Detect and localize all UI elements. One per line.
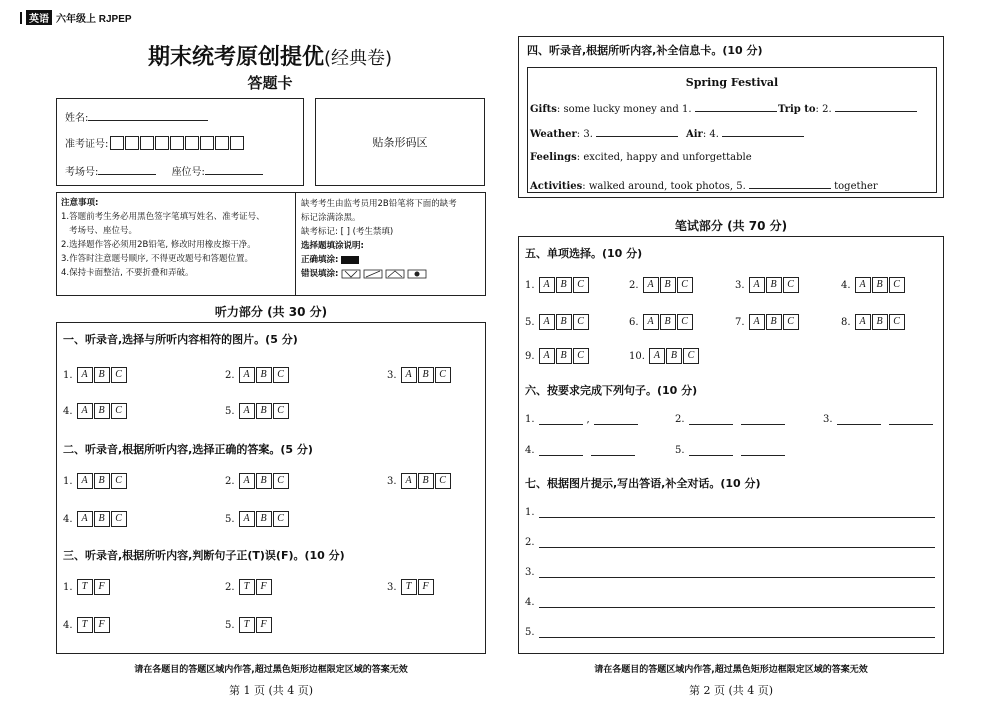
sec1-q1: 1. A B C [63,367,128,383]
sec6-q3: 3. [823,414,933,425]
sec1-q5: 5. A B C [225,403,290,419]
blank-1[interactable] [695,101,777,112]
sec6-q2: 2. [675,414,785,425]
sec7-title: 七、根据图片提示,写出答语,补全对话。(10 分) [525,477,761,490]
sec4-box [518,36,944,198]
sec1-q2: 2. A B C [225,367,290,383]
sec6-q5: 5. [675,445,785,456]
answer-options[interactable]: A B C [539,314,590,330]
exam-no-boxes[interactable] [110,136,245,150]
subject-badge: 英语 [26,10,52,25]
sec5-q10: 10. A B C [629,348,700,364]
answer-options[interactable]: A B C [77,511,128,527]
absent-mark[interactable]: 缺考标记: [ ] (考生禁填) [301,227,394,237]
sec3-q1: 1. T F [63,579,111,595]
answer-options[interactable]: A B C [77,403,128,419]
sec2-q2: 2. A B C [225,473,290,489]
answer-options[interactable]: A B C [239,511,290,527]
answer-options[interactable]: A B C [643,314,694,330]
sec5-q4: 4. A B C [841,277,906,293]
barcode-area: 贴条形码区 [315,98,485,186]
answer-line[interactable] [539,597,935,608]
card-title: Spring Festival [685,76,779,89]
wrong-fill-samples [341,269,431,279]
blank-2[interactable] [835,101,917,112]
activities-row: Activities: walked around, took photos, 5. together [530,178,878,192]
sec4-title: 四、听录音,根据所听内容,补全信息卡。(10 分) [527,44,763,57]
answer-options[interactable]: T F [239,617,273,633]
answer-options[interactable]: A B C [401,367,452,383]
sec5-q3: 3. A B C [735,277,800,293]
answer-options[interactable]: A B C [855,277,906,293]
answer-options[interactable]: A B C [77,367,128,383]
sec1-title: 一、听录音,选择与所听内容相符的图片。(5 分) [63,333,298,346]
sec5-title: 五、单项选择。(10 分) [525,247,643,260]
air-row: Air: 4. [686,126,804,140]
answer-blank[interactable] [741,445,785,456]
feelings-row: Feelings: excited, happy and unforgettable [530,152,752,163]
name-field[interactable] [88,110,208,121]
answer-options[interactable]: A B C [539,348,590,364]
listening-box [56,322,486,654]
answer-options[interactable]: A B C [643,277,694,293]
answer-options[interactable]: A B C [749,277,800,293]
notes-list: 注意事项: 1.答题前考生务必用黑色签字笔填写姓名、准考证号、 考场号、座位号。 2.选择题作答必须用2B铅笔, 修改时用橡皮擦干净。 3.作答时注意题号顺序, 不得更改题号和答题位置。 4.保持卡面整洁, 不要折叠和弄破。 [61,198,265,278]
writing-title: 笔试部分 (共 70 分) [674,219,788,233]
sec2-title: 二、听录音,根据所听内容,选择正确的答案。(5 分) [63,443,313,456]
answer-options[interactable]: T F [239,579,273,595]
sec2-q1: 1. A B C [63,473,128,489]
answer-options[interactable]: A B C [749,314,800,330]
page-number-left: 第 1 页 (共 4 页) [228,684,314,697]
header [20,10,132,25]
answer-line[interactable] [539,507,935,518]
sec5-q1: 1. A B C [525,277,590,293]
sec5-q6: 6. A B C [629,314,694,330]
answer-options[interactable]: A B C [239,473,290,489]
sec2-q3: 3. A B C [387,473,452,489]
exam-no-row: 准考证号: [65,135,245,150]
seat-field[interactable] [205,164,263,175]
answer-blank[interactable] [889,414,933,425]
answer-blank[interactable] [689,445,733,456]
sec3-q4: 4. T F [63,617,111,633]
sec5-q8: 8. A B C [841,314,906,330]
footer-warning-left: 请在各题目的答题区域内作答,超过黑色矩形边框限定区域的答案无效 [134,665,408,675]
answer-options[interactable]: A B C [239,367,290,383]
answer-blank[interactable] [837,414,881,425]
sec1-q4: 4. A B C [63,403,128,419]
answer-line[interactable] [539,627,935,638]
sec3-title: 三、听录音,根据所听内容,判断句子正(T)误(F)。(10 分) [63,549,345,562]
grade-label: 六年级上 RJPEP [56,14,132,25]
sec6-title: 六、按要求完成下列句子。(10 分) [525,384,698,397]
blank-3[interactable] [596,126,678,137]
listening-title: 听力部分 (共 30 分) [214,305,328,319]
sec7-line-1: 1. [525,507,935,518]
answer-options[interactable]: A B C [855,314,906,330]
answer-options[interactable]: A B C [239,403,290,419]
page-title: 期末统考原创提优(经典卷) [147,45,393,70]
answer-options[interactable]: A B C [77,473,128,489]
answer-blank[interactable] [689,414,733,425]
sec7-line-4: 4. [525,597,935,608]
room-field[interactable] [98,164,156,175]
answer-options[interactable]: T F [77,579,111,595]
answer-line[interactable] [539,567,935,578]
answer-line[interactable] [539,537,935,548]
notes-box [56,192,486,296]
absent-instructions: 缺考考生由监考员用2B铅笔将下面的缺考 标记涂满涂黑。 缺考标记: [ ] (考生禁填) 选择题填涂说明: 正确填涂: 错误填涂: [301,197,483,281]
blank-4[interactable] [722,126,804,137]
page-subtitle: 答题卡 [247,74,293,92]
sec6-q4: 4. [525,445,635,456]
correct-fill-sample [341,256,359,264]
weather-row: Weather: 3. [530,126,678,140]
answer-options[interactable]: A B C [401,473,452,489]
info-card [527,67,937,193]
writing-box [518,236,944,654]
sec5-q2: 2. A B C [629,277,694,293]
page-number-right: 第 2 页 (共 4 页) [688,684,774,697]
sec1-q3: 3. A B C [387,367,452,383]
sec6-q1: 1. , [525,414,638,425]
sec3-q3: 3. T F [387,579,435,595]
room-seat-row: 考场号: 座位号: [65,163,263,178]
answer-options[interactable]: A B C [649,348,700,364]
sec5-q7: 7. A B C [735,314,800,330]
answer-blank[interactable] [591,445,635,456]
sec5-q9: 9. A B C [525,348,590,364]
answer-blank[interactable] [594,414,638,425]
answer-blank[interactable] [539,445,583,456]
sec3-q5: 5. T F [225,617,273,633]
answer-blank[interactable] [741,414,785,425]
sec7-line-5: 5. [525,627,935,638]
sec2-q5: 5. A B C [225,511,290,527]
footer-warning-right: 请在各题目的答题区域内作答,超过黑色矩形边框限定区域的答案无效 [594,665,868,675]
sec3-q2: 2. T F [225,579,273,595]
trip-row: Trip to: 2. [778,101,917,115]
answer-blank[interactable] [539,414,583,425]
sec7-line-2: 2. [525,537,935,548]
sec2-q4: 4. A B C [63,511,128,527]
answer-options[interactable]: A B C [539,277,590,293]
name-row: 姓名: [65,109,208,124]
sec7-line-3: 3. [525,567,935,578]
blank-5[interactable] [749,178,831,189]
gifts-row: Gifts: some lucky money and 1. [530,101,777,115]
sec5-q5: 5. A B C [525,314,590,330]
answer-options[interactable]: T F [77,617,111,633]
answer-options[interactable]: T F [401,579,435,595]
student-info-box [56,98,304,186]
